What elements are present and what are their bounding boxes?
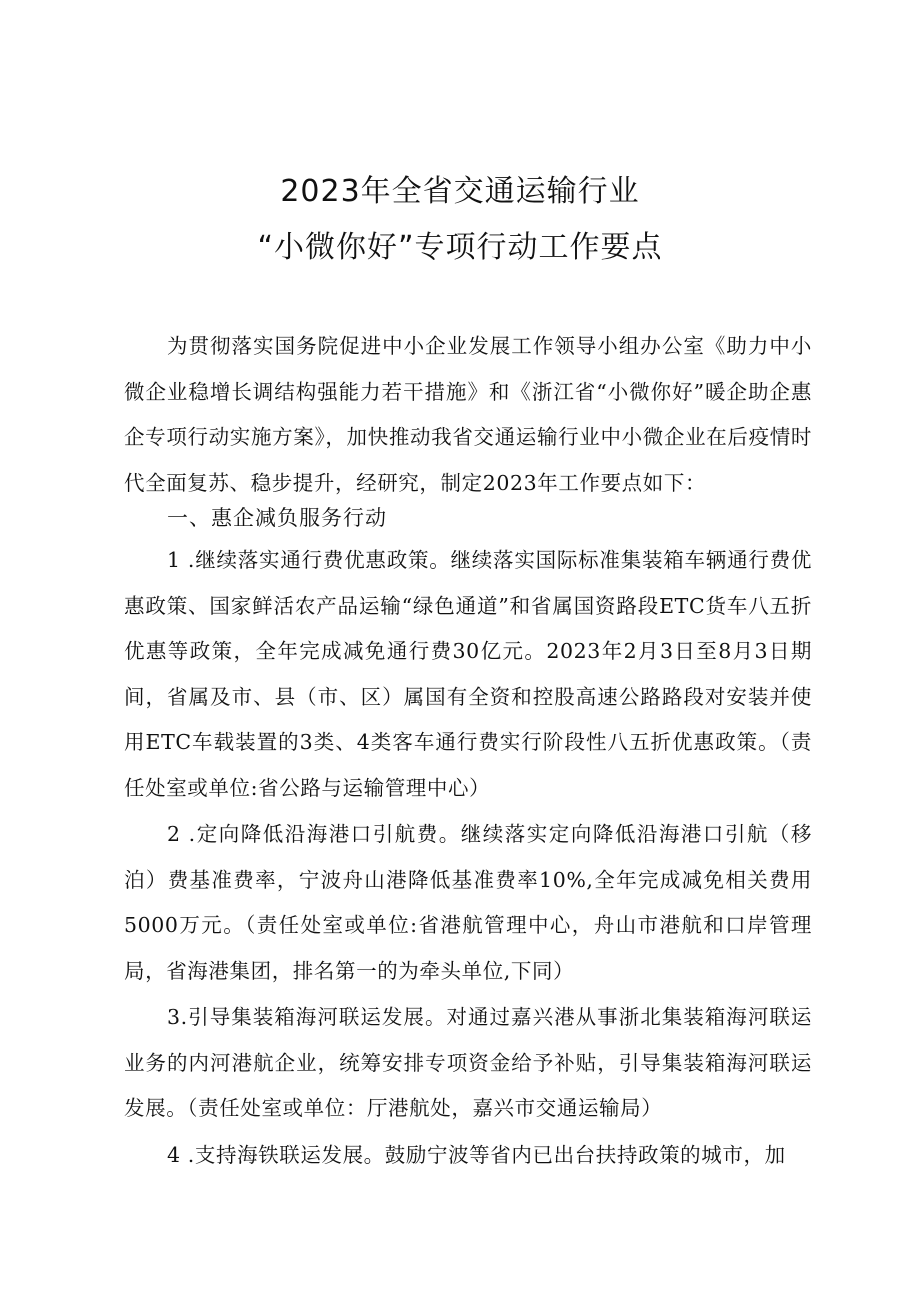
item-paragraph-1: 1 .继续落实通行费优惠政策。继续落实国际标准集装箱车辆通行费优惠政策、国家鲜活农产品运输“绿色通道”和省属国资路段ETC货车八五折优惠等政策，全年完成减免通行费30亿元。2023年2月3日至8月3日期间，省属及市、县（市、区）属国有全资和控股高速公路路段对安装并使用ETC车载装置的3类、4类客车通行费实行阶段性八五折优惠政策。（责任处室或单位:省公路与运输管理中心） xyxy=(124,548,812,800)
document-title-line-2: “小微你好”专项行动工作要点 xyxy=(257,230,663,265)
intro-paragraph: 为贯彻落实国务院促进中小企业发展工作领导小组办公室《助力中小微企业稳增长调结构强能力若干措施》和《浙江省“小微你好”暖企助企惠企专项行动实施方案》，加快推动我省交通运输行业中小微企业在后疫情时代全面复苏、稳步提升，经研究，制定2023年工作要点如下： xyxy=(124,334,812,495)
item-paragraph-3: 3.引导集装箱海河联运发展。对通过嘉兴港从事浙北集装箱海河联运业务的内河港航企业，统筹安排专项资金给予补贴，引导集装箱海河联运发展。（责任处室或单位：厅港航处，嘉兴市交通运输局） xyxy=(124,1005,812,1120)
section-heading-1: 一、惠企减负服务行动 xyxy=(167,506,387,530)
document-title-line-1: 2023年全省交通运输行业 xyxy=(280,174,640,209)
item-paragraph-2: 2 .定向降低沿海港口引航费。继续落实定向降低沿海港口引航（移泊）费基准费率，宁波舟山港降低基准费率10%,全年完成减免相关费用5000万元。（责任处室或单位:省港航管理中心，舟山市港航和口岸管理局，省海港集团，排名第一的为牵头单位,下同） xyxy=(124,822,812,983)
item-paragraph-4: 4 .支持海铁联运发展。鼓励宁波等省内已出台扶持政策的城市，加 xyxy=(167,1143,786,1167)
